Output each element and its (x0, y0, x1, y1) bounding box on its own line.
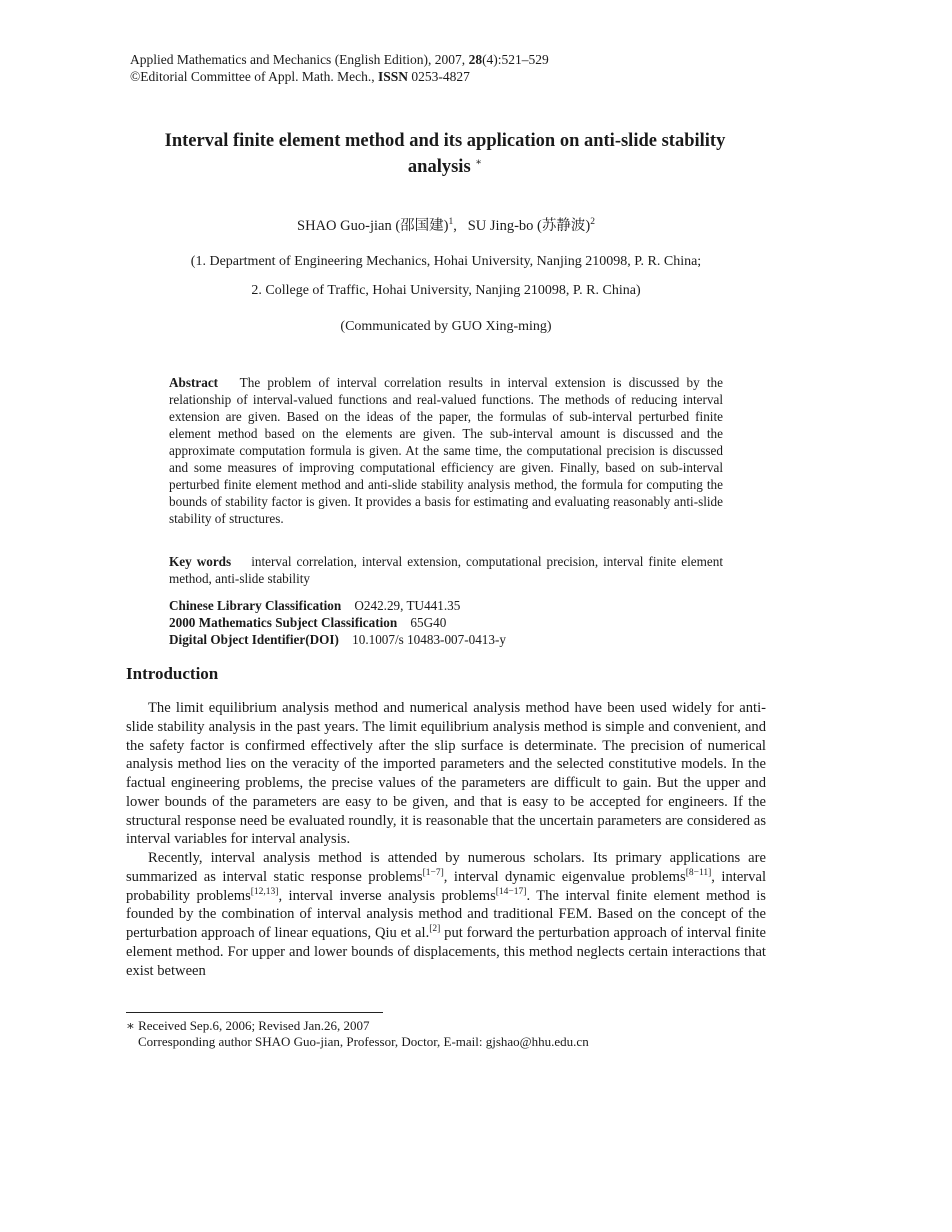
chinese-library-classification: Chinese Library Classification O242.29, TU441.35 (169, 598, 461, 613)
footnote-corresponding-author: Corresponding author SHAO Guo-jian, Professor, Doctor, E-mail: gjshao@hhu.edu.cn (138, 1034, 589, 1049)
paragraph-1: The limit equilibrium analysis method and numerical analysis method have been used widely for anti-slide stability analysis in the past years. The limit equilibrium analysis method is simple and convenient, and the safety factor is confirmed effectively after the slip surface is determinate. The precision of numerical analysis method lies on the veracity of the imported parameters and the selected constitutive models. In the factual engineering problems, the precise values of the parameters are difficult to gain. But the upper and lower bounds of the parameters are easy to be given, and that is easy to be accepted for engineers. If the structural response need be evaluated roundly, it is reasonable that the uncertain parameters are considered as interval variables for interval analysis. (126, 700, 766, 848)
citation: [2] (429, 924, 441, 935)
affiliation-2: 2. College of Traffic, Hohai University, Nanjing 210098, P. R. China) (251, 283, 641, 298)
doi: Digital Object Identifier(DOI) 10.1007/s 10483-007-0413-y (169, 632, 506, 647)
msc-classification: 2000 Mathematics Subject Classification 65G40 (169, 615, 447, 630)
author-line: SHAO Guo-jian (邵国建)$^1$, SU Jing-bo (苏静波)$^2$ (297, 217, 595, 234)
citation: [1−7] (422, 867, 444, 878)
journal-header-line1: Applied Mathematics and Mechanics (English Edition), 2007, 28(4):521–529 (130, 52, 549, 67)
keywords (169, 553, 723, 587)
abstract-label: Abstract (169, 375, 219, 390)
citation: [8−11] (685, 867, 712, 878)
introduction-body (126, 699, 766, 980)
paper-title: Interval finite element method and its application on anti-slide stability analysis ∗ (164, 131, 726, 178)
issn-label: ISSN (377, 69, 409, 84)
author-2: SU Jing-bo (苏静波) (467, 218, 591, 234)
keywords-label: Key words (169, 554, 232, 569)
author-1: SHAO Guo-jian (邵国建) (297, 218, 449, 234)
communicated-by: (Communicated by GUO Xing-ming) (340, 319, 552, 334)
abstract-text: The problem of interval correlation results in interval extension is discussed by the relationship of interval-valued functions and real-valued functions. The methods of reducing interval extension are given. Based on the ideas of the paper, the formulas of sub-interval perturbed finite element method based on the elements are given. The sub-interval amount is discussed and the approximate computation formula is given. At the same time, the computational precision is discussed and some measures of improving computational efficiency are given. Finally, based on sub-interval perturbed finite element method and anti-slide stability analysis method, the formula for computing the bounds of stability factor is given. It provides a basis for estimating and evaluating reasonably anti-slide stability of structures. (169, 375, 723, 526)
journal-header-line2: ©Editorial Committee of Appl. Math. Mech., ISSN 0253-4827 (130, 69, 470, 84)
footnote-received: ∗ Received Sep.6, 2006; Revised Jan.26, 2007 (126, 1018, 370, 1033)
footnote-rule (126, 1012, 383, 1013)
citation: [12,13] (250, 886, 279, 897)
section-heading-introduction: Introduction (126, 664, 219, 683)
keywords-text: interval correlation, interval extension, computational precision, interval finite element method, anti-slide stability (169, 554, 724, 586)
affiliation-1: (1. Department of Engineering Mechanics, Hohai University, Nanjing 210098, P. R. China; (190, 254, 702, 269)
citation: [14−17] (495, 886, 527, 897)
abstract (169, 374, 723, 527)
journal-volume: 28 (468, 52, 483, 67)
paragraph-2: Recently, interval analysis method is attended by numerous scholars. Its primary applications are summarized as interval static response problems[1−7], interval dynamic eigenvalue problems[8−11], interval probability problems[12,13], interval inverse analysis problems[14−17]. The interval finite element method is founded by the combination of interval analysis method and traditional FEM. Based on the concept of the perturbation approach of linear equations, Qiu et al.[2] put forward the perturbation approach of interval finite element method. For upper and lower bounds of displacements, this method neglects certain interactions that exist between (126, 850, 767, 979)
title-footnote-mark: ∗ (475, 157, 483, 168)
copyright-symbol: © (130, 69, 141, 84)
